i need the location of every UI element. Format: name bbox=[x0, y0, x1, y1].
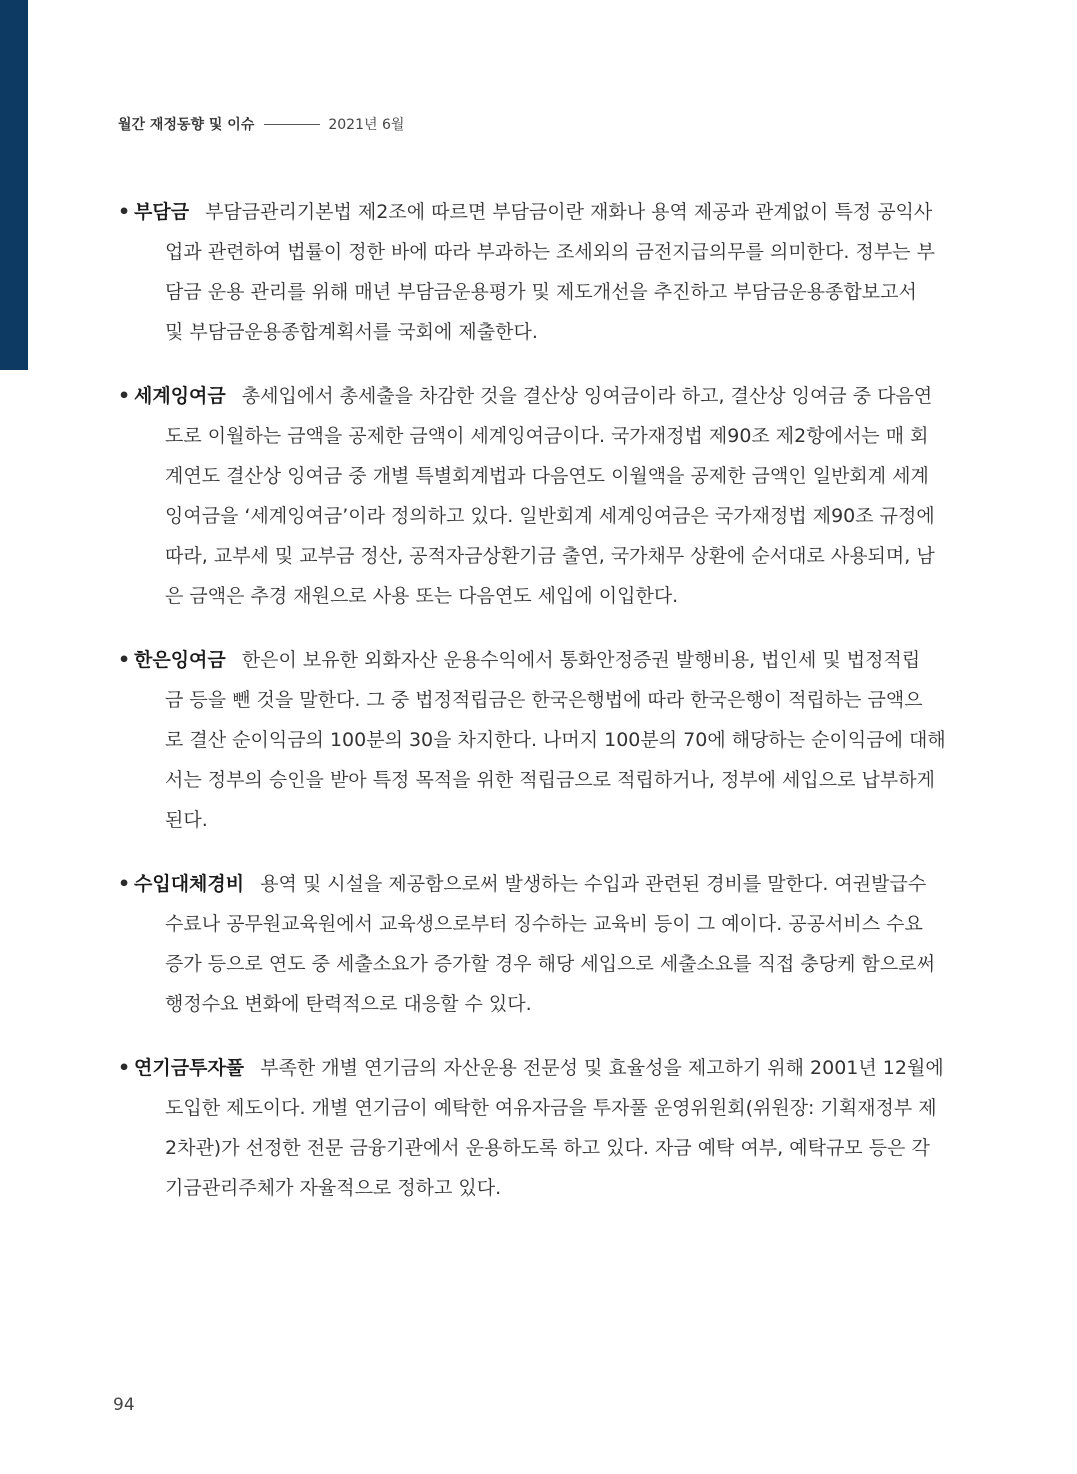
entry-line: 도로 이월하는 금액을 공제한 금액이 세계잉여금이다. 국가재정법 제90조 제2항에서는 매 회 bbox=[165, 425, 929, 447]
entry-line: 기금관리주체가 자율적으로 정하고 있다. bbox=[165, 1177, 502, 1199]
entry-line: 담금 운용 관리를 위해 매년 부담금운용평가 및 제도개선을 추진하고 부담금운용종합보고서 bbox=[165, 281, 917, 303]
glossary-entry bbox=[118, 1048, 974, 1208]
header-rule bbox=[264, 124, 320, 125]
entry-term: 부담금 bbox=[134, 201, 190, 223]
entry-term: 수입대체경비 bbox=[134, 873, 245, 895]
entry-line: 업과 관련하여 법률이 정한 바에 따라 부과하는 조세외의 금전지급의무를 의미한다. 정부는 부 bbox=[165, 241, 935, 263]
entry-line: 행정수요 변화에 탄력적으로 대응할 수 있다. bbox=[165, 993, 532, 1015]
entry-term: 한은잉여금 bbox=[134, 649, 226, 671]
entry-line: 은 금액은 추경 재원으로 사용 또는 다음연도 세입에 이입한다. bbox=[165, 585, 679, 607]
entry-line: 계연도 결산상 잉여금 중 개별 특별회계법과 다음연도 이월액을 공제한 금액인 일반회계 세계 bbox=[165, 465, 929, 487]
bullet-icon: • bbox=[118, 873, 131, 895]
glossary-entry bbox=[118, 376, 974, 616]
entry-first-line bbox=[118, 640, 974, 680]
entry-line: 도입한 제도이다. 개별 연기금이 예탁한 여유자금을 투자풀 운영위원회(위원장: 기획재정부 제 bbox=[165, 1097, 937, 1119]
entry-line: 서는 정부의 승인을 받아 특정 목적을 위한 적립금으로 적립하거나, 정부에 세입으로 납부하게 bbox=[165, 769, 935, 791]
bullet-icon: • bbox=[118, 649, 131, 671]
publication-title: 월간 재정동향 및 이슈 bbox=[118, 117, 255, 133]
entry-line: 금 등을 뺀 것을 말한다. 그 중 법정적립금은 한국은행법에 따라 한국은행이 적립하는 금액으 bbox=[165, 689, 923, 711]
running-header bbox=[118, 114, 404, 134]
entry-line: 수료나 공무원교육원에서 교육생으로부터 징수하는 교육비 등이 그 예이다. 공공서비스 수요 bbox=[165, 913, 923, 935]
entry-first-line bbox=[118, 376, 974, 416]
entry-line: 용역 및 시설을 제공함으로써 발생하는 수입과 관련된 경비를 말한다. 여권발급수 bbox=[260, 873, 927, 895]
entry-first-line bbox=[118, 192, 974, 232]
bullet-icon: • bbox=[118, 1057, 131, 1079]
entry-line: 된다. bbox=[165, 809, 208, 831]
glossary-entry bbox=[118, 864, 974, 1024]
entry-line: 따라, 교부세 및 교부금 정산, 공적자금상환기금 출연, 국가채무 상환에 순서대로 사용되며, 남 bbox=[165, 545, 935, 567]
entry-term: 세계잉여금 bbox=[134, 385, 226, 407]
entry-line: 증가 등으로 연도 중 세출소요가 증가할 경우 해당 세입으로 세출소요를 직접 충당케 함으로써 bbox=[165, 953, 935, 975]
entry-term: 연기금투자풀 bbox=[134, 1057, 245, 1079]
entry-line: 부족한 개별 연기금의 자산운용 전문성 및 효율성을 제고하기 위해 2001년 12월에 bbox=[260, 1057, 944, 1079]
entry-line: 및 부담금운용종합계획서를 국회에 제출한다. bbox=[165, 321, 538, 343]
entry-first-line bbox=[118, 1048, 974, 1088]
entry-line: 부담금관리기본법 제2조에 따르면 부담금이란 재화나 용역 제공과 관계없이 특정 공익사 bbox=[205, 201, 933, 223]
entry-first-line bbox=[118, 864, 974, 904]
entry-line: 총세입에서 총세출을 차감한 것을 결산상 잉여금이라 하고, 결산상 잉여금 중 다음연 bbox=[241, 385, 933, 407]
issue-date: 2021년 6월 bbox=[328, 117, 405, 133]
side-accent-bar bbox=[0, 0, 28, 370]
bullet-icon: • bbox=[118, 201, 131, 223]
bullet-icon: • bbox=[118, 385, 131, 407]
page-number: 94 bbox=[113, 1395, 135, 1415]
glossary-entry bbox=[118, 192, 974, 352]
entry-line: 로 결산 순이익금의 100분의 30을 차지한다. 나머지 100분의 70에 해당하는 순이익금에 대해 bbox=[165, 729, 946, 751]
entry-line: 잉여금을 ‘세계잉여금’이라 정의하고 있다. 일반회계 세계잉여금은 국가재정법 제90조 규정에 bbox=[165, 505, 935, 527]
glossary-list bbox=[118, 192, 974, 1232]
entry-line: 한은이 보유한 외화자산 운용수익에서 통화안정증권 발행비용, 법인세 및 법정적립 bbox=[241, 649, 921, 671]
glossary-entry bbox=[118, 640, 974, 840]
entry-line: 2차관)가 선정한 전문 금융기관에서 운용하도록 하고 있다. 자금 예탁 여부, 예탁규모 등은 각 bbox=[165, 1137, 930, 1159]
